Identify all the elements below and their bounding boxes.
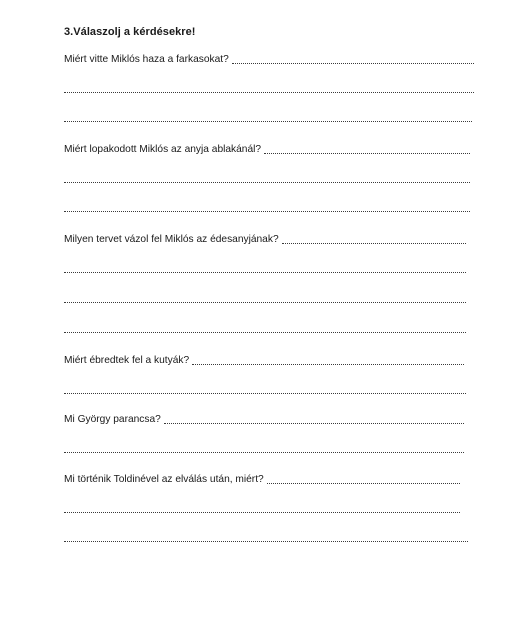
question-2-answer-line-2[interactable] <box>64 182 470 183</box>
question-6-answer-line-3[interactable] <box>64 541 468 542</box>
question-3-answer-line-3[interactable] <box>64 302 466 303</box>
question-4 <box>64 355 464 367</box>
question-5 <box>64 414 464 426</box>
question-6-answer-line[interactable] <box>267 482 460 484</box>
question-2 <box>64 144 470 156</box>
question-5-answer-line[interactable] <box>164 422 464 424</box>
question-1-answer-line[interactable] <box>232 62 474 64</box>
question-3-text: Milyen tervet vázol fel Miklós az édesanyjának? <box>64 234 279 245</box>
worksheet-title: 3.Válaszolj a kérdésekre! <box>64 26 196 38</box>
question-1-answer-line-2[interactable] <box>64 92 474 93</box>
question-1 <box>64 54 474 66</box>
question-2-answer-line-3[interactable] <box>64 211 470 212</box>
question-1-text: Miért vitte Miklós haza a farkasokat? <box>64 54 229 65</box>
question-3 <box>64 234 466 246</box>
question-2-text: Miért lopakodott Miklós az anyja ablakánál? <box>64 144 262 155</box>
question-4-text: Miért ébredtek fel a kutyák? <box>64 355 190 366</box>
question-3-answer-line-2[interactable] <box>64 272 466 273</box>
question-4-answer-line[interactable] <box>192 363 464 365</box>
question-3-answer-line-4[interactable] <box>64 332 466 333</box>
question-3-answer-line[interactable] <box>282 242 466 244</box>
question-6 <box>64 474 460 486</box>
question-6-text: Mi történik Toldinével az elválás után, miért? <box>64 474 264 485</box>
question-5-answer-line-2[interactable] <box>64 452 464 453</box>
question-2-answer-line[interactable] <box>264 152 470 154</box>
question-1-answer-line-3[interactable] <box>64 121 472 122</box>
question-6-answer-line-2[interactable] <box>64 512 460 513</box>
question-5-text: Mi György parancsa? <box>64 414 161 425</box>
question-4-answer-line-2[interactable] <box>64 393 466 394</box>
